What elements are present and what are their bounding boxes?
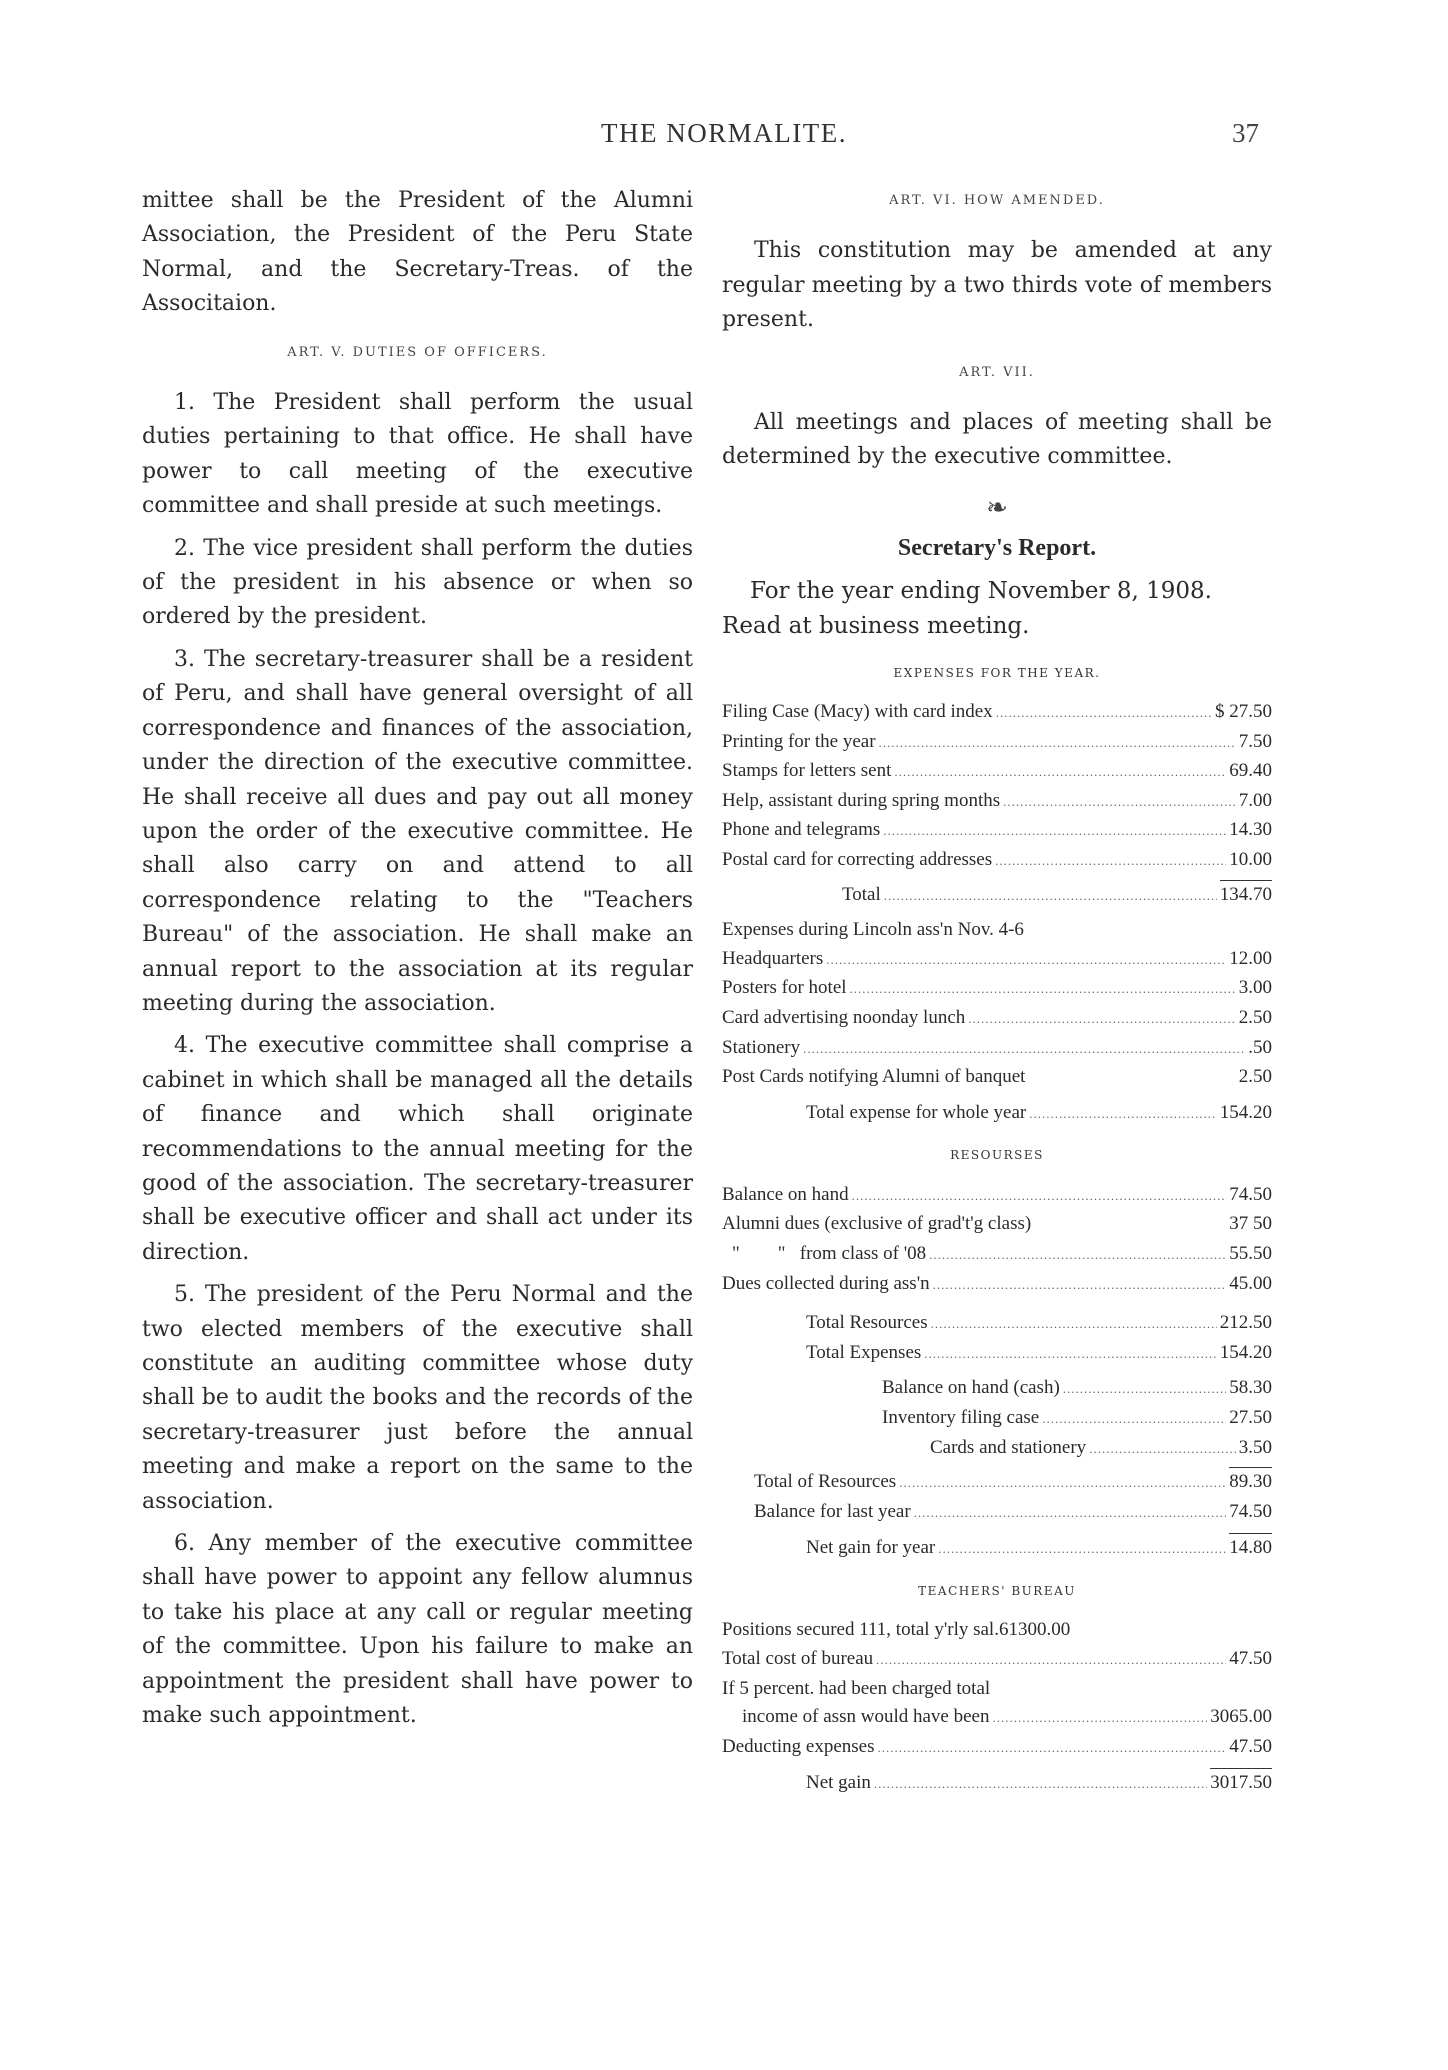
ledger-amount: 45.00 (1229, 1272, 1272, 1294)
ledger-label: Total expense for whole year (806, 1101, 1027, 1123)
ledger-row (722, 1240, 1272, 1270)
art5-heading: ART. V. DUTIES OF OFFICERS. (287, 344, 548, 360)
ledger-label: Balance on hand (722, 1183, 849, 1205)
ledger-amount: 37 50 (1229, 1213, 1272, 1235)
ledger-row (722, 1703, 1272, 1733)
ledger-row (722, 757, 1272, 787)
ledger-row (722, 1374, 1272, 1404)
ledger-row (722, 1434, 1272, 1464)
ledger-label: Balance on hand (cash) (882, 1377, 1060, 1399)
ledger-amount: 47.50 (1229, 1735, 1272, 1757)
ledger-row (722, 1645, 1272, 1675)
resources-ledger (722, 1181, 1272, 1564)
ledger-amount: 12.00 (1229, 947, 1272, 969)
ledger-amount: 58.30 (1229, 1377, 1272, 1399)
left-column (142, 184, 693, 1741)
ledger-row (722, 698, 1272, 728)
ledger-row (722, 1498, 1272, 1528)
paragraph-4: 4. The executive committee shall comprise a cabinet in which shall be managed all the details of finance and which shall originate recommendations to the annual meeting for the good of the association. The secretary-treasurer shall be executive officer and shall act under its direction. (142, 1033, 693, 1265)
ledger-label: Net gain (806, 1772, 871, 1794)
ledger-amount: 3.00 (1238, 977, 1272, 999)
ledger-label: Total Expenses (806, 1341, 922, 1363)
net-gain-year-row (722, 1533, 1272, 1564)
ledger-row (722, 1181, 1272, 1211)
ledger-label: Stamps for letters sent (722, 760, 892, 782)
ledger-label: Post Cards notifying Alumni of banquet (722, 1066, 1026, 1088)
ledger-label: Filing Case (Macy) with card index (722, 701, 993, 723)
ledger-row (722, 728, 1272, 758)
ledger-label: Postal card for correcting addresses (722, 849, 993, 871)
expenses-total-row (722, 880, 1272, 911)
ledger-amount: 89.30 (1229, 1467, 1272, 1497)
ledger-label: Alumni dues (exclusive of grad't'g class) (722, 1213, 1032, 1235)
art7-heading: ART. VII. (959, 364, 1035, 380)
ledger-label: income of assn would have been (742, 1706, 990, 1728)
art6-text: This constitution may be amended at any regular meeting by a two thirds vote of members present. (722, 238, 1272, 333)
ledger-label: " " from class of '08 (732, 1242, 927, 1264)
ledger-amount: 2.50 (1238, 1066, 1272, 1088)
expenses-heading: EXPENSES FOR THE YEAR. (893, 665, 1101, 680)
ledger-amount: 14.80 (1229, 1533, 1272, 1563)
running-head-title: THE NORMALITE. (601, 118, 847, 148)
right-column (722, 184, 1272, 1799)
ledger-amount: 3.50 (1238, 1436, 1272, 1458)
bureau-if-line: If 5 percent. had been charged total (722, 1677, 991, 1699)
ledger-label: Total (842, 883, 881, 905)
ledger-amount: 212.50 (1219, 1312, 1272, 1334)
year-total-row (722, 1099, 1272, 1129)
paragraph-2: 2. The vice president shall perform the duties of the president in his absence or when so ordered by the president. (142, 535, 693, 630)
total-resources-row (722, 1309, 1272, 1339)
ledger-label: Help, assistant during spring months (722, 789, 1001, 811)
ledger-row (722, 974, 1272, 1004)
resources-heading: RESOURSES (950, 1148, 1044, 1163)
lincoln-heading: Expenses during Lincoln ass'n Nov. 4-6 (722, 919, 1024, 941)
net-gain-row (722, 1768, 1272, 1799)
ledger-label: Deducting expenses (722, 1735, 875, 1757)
art6-heading: ART. VI. HOW AMENDED. (889, 193, 1105, 208)
ledger-row (722, 1004, 1272, 1034)
ledger-amount: 154.20 (1219, 1341, 1272, 1363)
ledger-row (722, 1404, 1272, 1434)
ledger-label: Balance for last year (754, 1500, 911, 1522)
ledger-amount: 27.50 (1229, 1406, 1272, 1428)
ledger-row (722, 1467, 1272, 1498)
expenses-ledger (722, 698, 1272, 1128)
ledger-label: Dues collected during ass'n (722, 1272, 930, 1294)
ledger-label: Total of Resources (754, 1471, 897, 1493)
ledger-label: Inventory filing case (882, 1406, 1040, 1428)
paragraph-1: 1. The President shall perform the usual duties pertaining to that office. He shall have power to call meeting of the executive committee and shall preside at such meetings. (142, 390, 693, 519)
paragraph-3: 3. The secretary-treasurer shall be a resident of Peru, and shall have general oversight of all correspondence and finances of the association, under the direction of the executive committee. He shall receive all dues and pay out all money upon the order of the executive committee. He shall also carry on and attend to all correspondence relating to the "Teachers Bureau" of the association. He shall make an annual report to the association at its regular meeting during the association. (142, 646, 693, 1016)
ledger-amount: 3065.00 (1210, 1706, 1272, 1728)
ledger-label: Net gain for year (806, 1537, 936, 1559)
intro-paragraph: mittee shall be the President of the Alumni Association, the President of the Peru State Normal, and the Secretary-Treas. of the Associtaion. (142, 188, 693, 317)
report-line-2: Read at business meeting. (722, 612, 1030, 639)
art7-text: All meetings and places of meeting shall be determined by the executive committee. (722, 410, 1272, 470)
ledger-amount: 14.30 (1229, 819, 1272, 841)
ledger-row (722, 846, 1272, 876)
ledger-row (722, 1733, 1272, 1763)
ledger-amount: 7.50 (1238, 730, 1272, 752)
ledger-amount: 55.50 (1229, 1242, 1272, 1264)
ledger-row (722, 816, 1272, 846)
ledger-label: Total cost of bureau (722, 1647, 874, 1669)
ledger-amount: $ 27.50 (1215, 701, 1272, 723)
paragraph-5: 5. The president of the Peru Normal and the two elected members of the executive shall constitute an auditing committee whose duty shall be to audit the books and the records of the secretary-treasurer just before the annual meeting and make a report on the same to the association. (142, 1282, 693, 1514)
report-title: Secretary's Report. (897, 535, 1097, 562)
ledger-row (722, 1270, 1272, 1300)
ledger-row (722, 1034, 1272, 1064)
paragraph-6: 6. Any member of the executive committee shall have power to appoint any fellow alumnus to take his place at any call or regular meeting of the committee. Upon his failure to make an appointment the president shall have power to make such appointment. (142, 1531, 693, 1729)
ledger-label: Stationery (722, 1036, 801, 1058)
ledger-row (722, 787, 1272, 817)
report-line-1: For the year ending November 8, 1908. (750, 577, 1212, 604)
ledger-amount: 47.50 (1229, 1647, 1272, 1669)
bureau-positions: Positions secured 111, total y'rly sal.61300.00 (722, 1619, 1071, 1641)
ledger-row (722, 1063, 1272, 1093)
ledger-label: Headquarters (722, 947, 824, 969)
ledger-label: Total Resources (806, 1312, 928, 1334)
ledger-label: Cards and stationery (930, 1436, 1087, 1458)
fleuron-ornament-icon: ❧ (986, 492, 1008, 523)
bureau-heading: TEACHERS' BUREAU (918, 1583, 1076, 1598)
ledger-label: Posters for hotel (722, 977, 847, 999)
ledger-amount: 3017.50 (1210, 1768, 1272, 1798)
page-number: 37 (1232, 118, 1259, 148)
ledger-label: Printing for the year (722, 730, 876, 752)
ledger-amount: 74.50 (1229, 1183, 1272, 1205)
ledger-label: Card advertising noonday lunch (722, 1007, 966, 1028)
ledger-amount: 69.40 (1229, 760, 1272, 782)
ledger-amount: 154.20 (1219, 1101, 1272, 1123)
ledger-amount: 134.70 (1220, 880, 1272, 910)
ledger-amount: .50 (1248, 1036, 1272, 1058)
total-expenses-row (722, 1339, 1272, 1369)
ledger-row (722, 945, 1272, 975)
ledger-amount: 74.50 (1229, 1500, 1272, 1522)
ledger-amount: 2.50 (1238, 1007, 1272, 1028)
bureau-ledger (722, 1616, 1272, 1799)
ledger-amount: 7.00 (1238, 789, 1272, 811)
ledger-label: Phone and telegrams (722, 819, 881, 841)
ledger-row (722, 1210, 1272, 1240)
ledger-amount: 10.00 (1229, 849, 1272, 871)
